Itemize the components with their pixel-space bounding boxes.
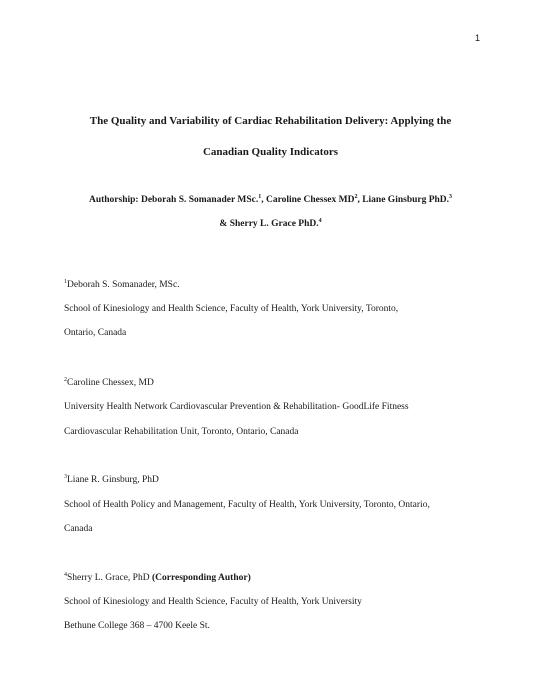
affiliation-superscript: 4 (64, 572, 67, 578)
affiliation-superscript: 1 (64, 279, 67, 285)
affiliation-name: $^4$Sherry L. Grace, PhD (Corresponding Author) (64, 572, 251, 583)
author-name: Sherry L. Grace PhD. (229, 219, 319, 229)
affiliation-line: Ontario, Canada (64, 328, 127, 338)
author-name: Deborah S. Somanader MSc. (140, 195, 259, 205)
affiliation-superscript: 2 (64, 377, 67, 383)
author-superscript: 1 (258, 194, 262, 200)
affiliation-name: $^2$Caroline Chessex, MD (64, 377, 154, 388)
author-name: Caroline Chessex MD (265, 195, 355, 205)
page-number: 1 (474, 33, 480, 43)
affiliation-superscript: 3 (64, 474, 67, 480)
affiliation-line: Bethune College 368 – 4700 Keele St. (64, 621, 210, 631)
corresponding-author-note: (Corresponding Author) (151, 573, 251, 583)
affiliation-line: School of Kinesiology and Health Science, Faculty of Health, York University, Toronto, (64, 304, 399, 314)
authorship-line-2 (0, 219, 541, 229)
author-superscript: 4 (318, 218, 322, 224)
affiliation-line: Canada (64, 524, 93, 534)
title-line-1: The Quality and Variability of Cardiac Rehabilitation Delivery: Applying the (89, 115, 452, 127)
author-superscript: 3 (449, 194, 453, 200)
author-superscript: 2 (354, 194, 358, 200)
affiliation-line: School of Health Policy and Management, Faculty of Health, York University, Toronto, Ontario, (64, 500, 430, 510)
affiliation-name: $^3$Liane R. Ginsburg, PhD (64, 474, 159, 485)
affiliation-line: School of Kinesiology and Health Science, Faculty of Health, York University (64, 597, 362, 607)
author-separator: , (357, 195, 360, 205)
authorship-line-1 (0, 195, 541, 205)
author-name: Liane Ginsburg PhD. (362, 195, 450, 205)
author-separator: , (261, 195, 264, 205)
affiliation-name: $^1$Deborah S. Somanader, MSc. (64, 279, 180, 290)
affiliation-line: University Health Network Cardiovascular Prevention & Rehabilitation- GoodLife Fitness (64, 402, 409, 412)
affiliation-line: Cardiovascular Rehabilitation Unit, Toronto, Ontario, Canada (64, 427, 299, 437)
author-ampersand: & (219, 219, 228, 229)
title-line-2: Canadian Quality Indicators (202, 146, 339, 158)
authorship-label: Authorship: (88, 195, 139, 205)
